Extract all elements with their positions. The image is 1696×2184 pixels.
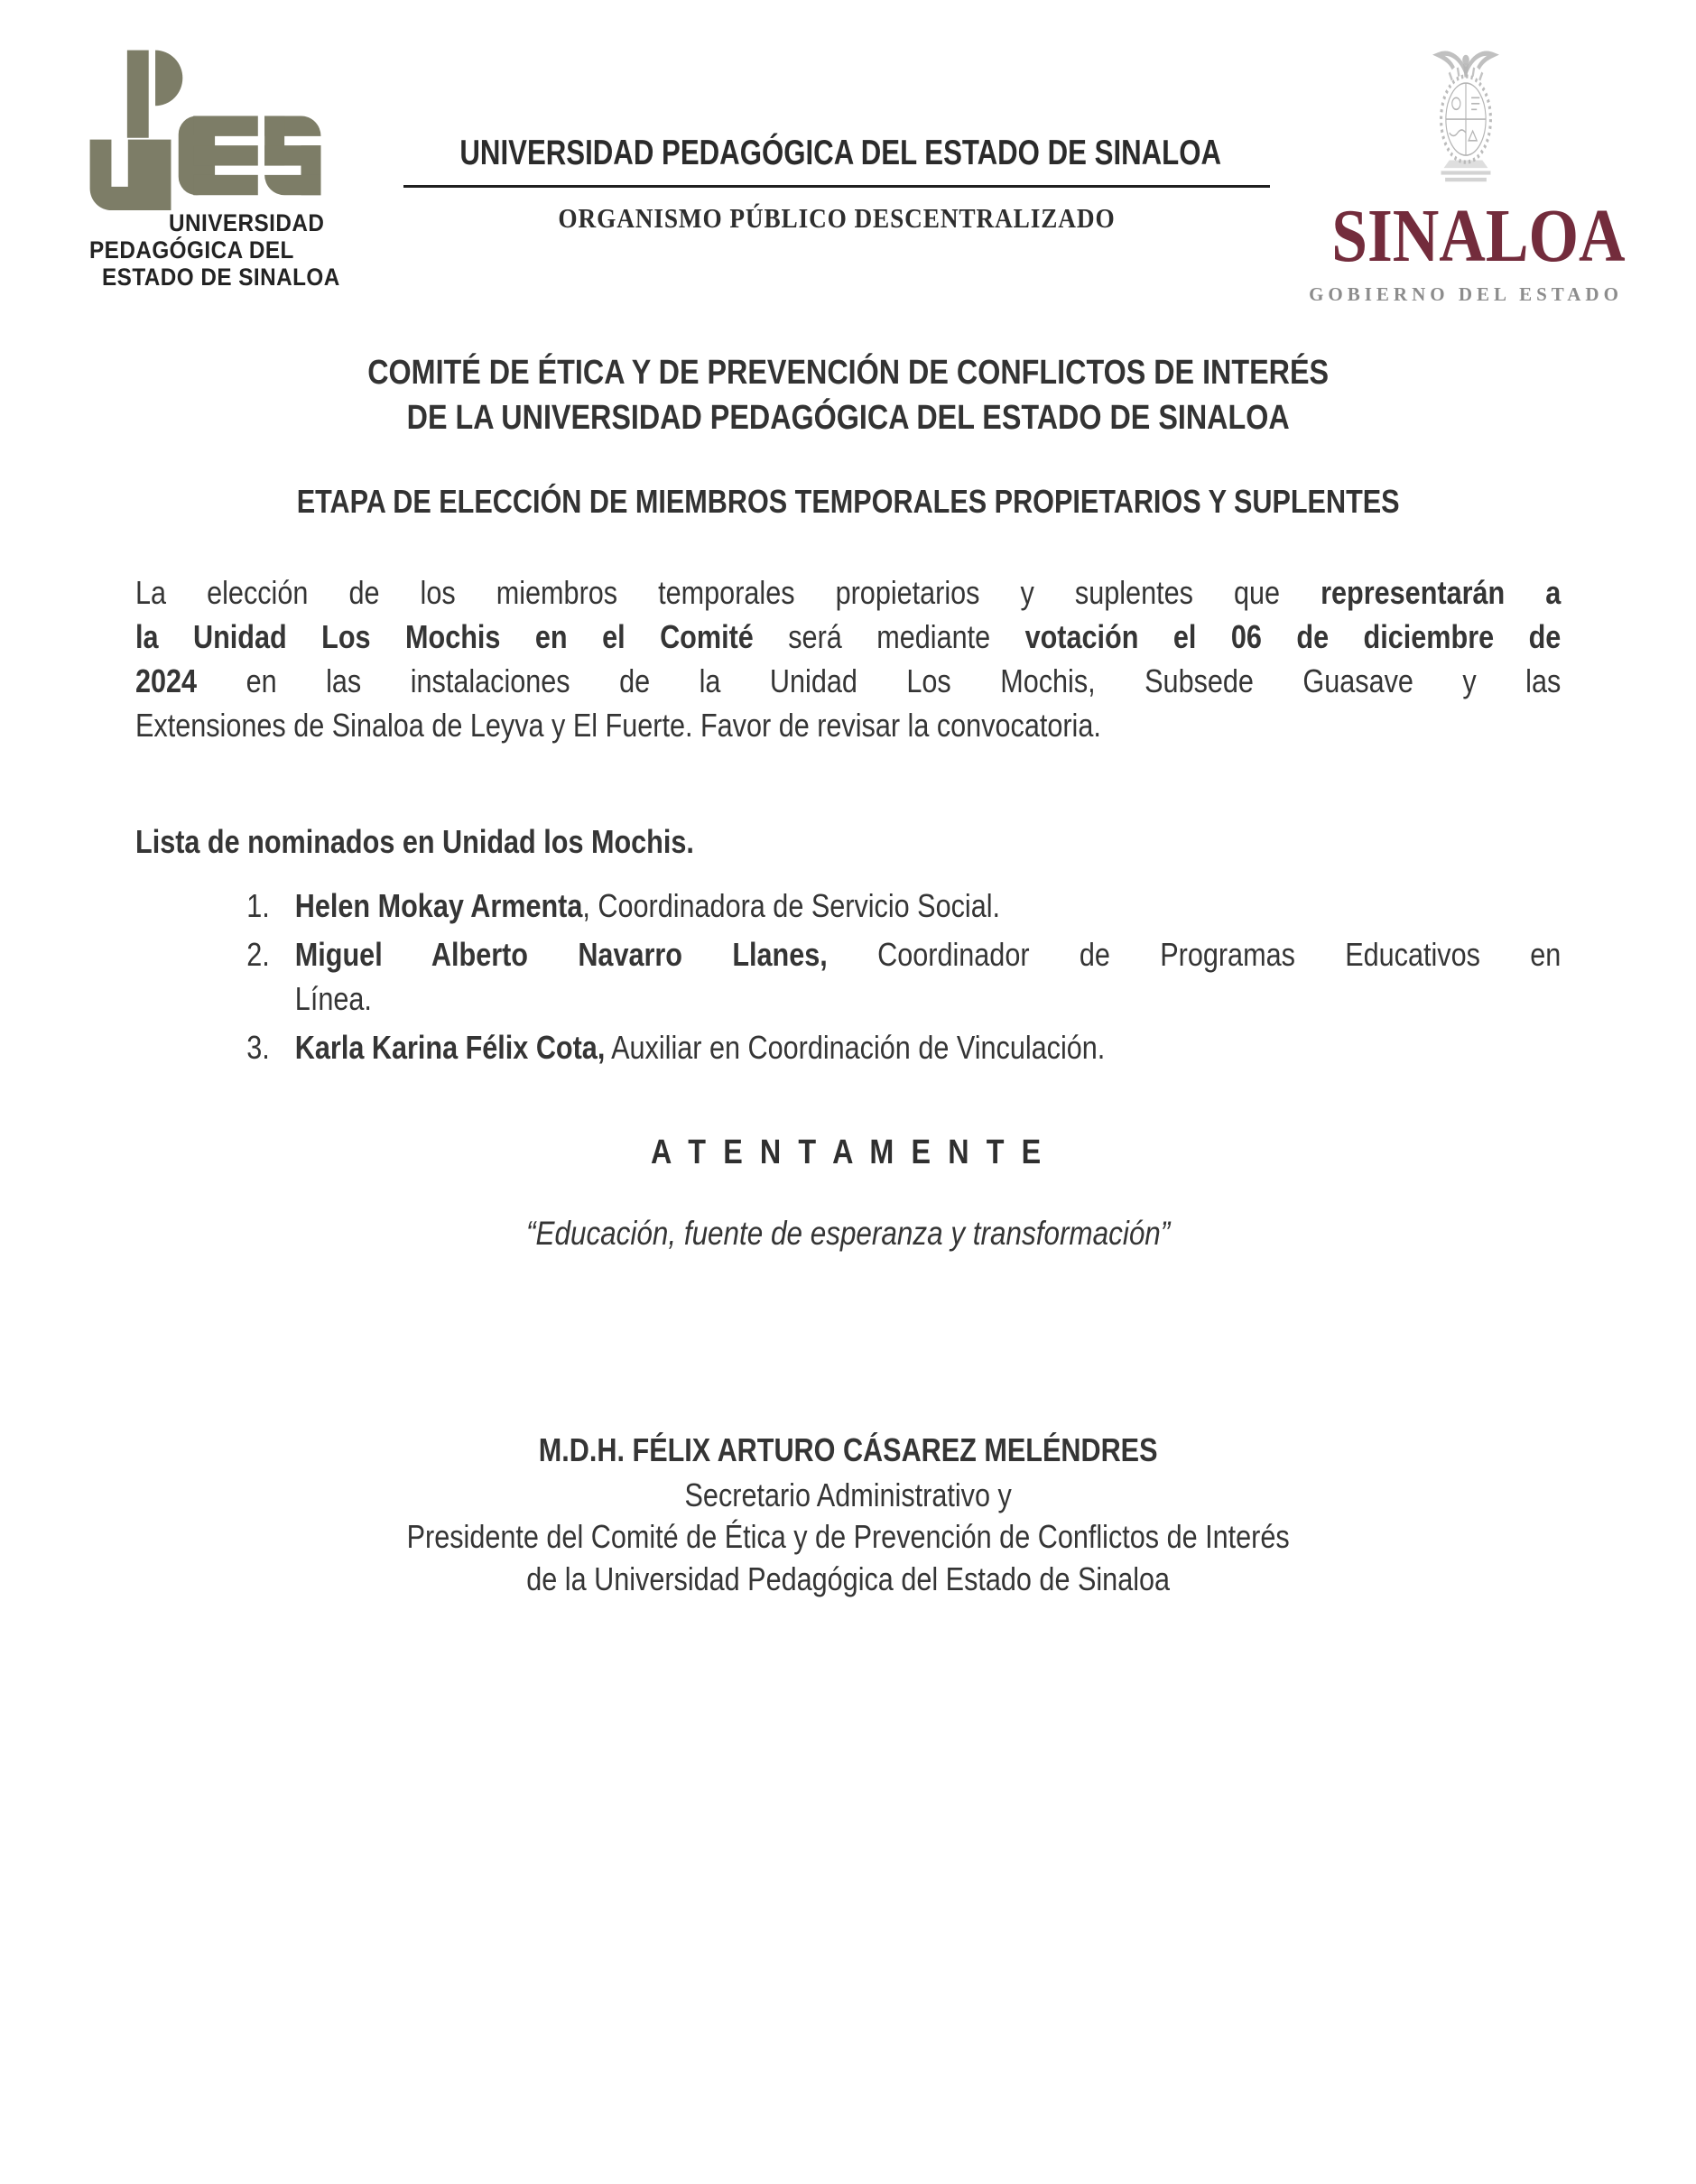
text-segment: Extensiones de Sinaloa de Leyva y El Fuerte. Favor de revisar la convocatoria. [135, 707, 1101, 745]
bold-text-segment: representarán a [1321, 574, 1562, 612]
text-segment: será mediante [753, 618, 1025, 656]
signatory-role-line: Presidente del Comité de Ética y de Prevención de Conflictos de Interés [406, 1518, 1290, 1556]
text-segment: La elección de los miembros temporales propietarios y suplentes que [135, 574, 1321, 612]
bold-text-segment: 2024 [135, 662, 198, 700]
ues-logo [86, 45, 366, 309]
header-divider [403, 185, 1270, 188]
paragraph-line [135, 571, 1561, 615]
doc-title [135, 350, 1561, 440]
signature-block [135, 1430, 1561, 1601]
nominee-number: 3. [246, 1028, 270, 1066]
nominees-list [135, 884, 1561, 1070]
nominee-line [295, 1026, 1562, 1070]
nominee-text [295, 933, 1562, 1022]
nominee-number: 1. [246, 887, 270, 925]
text-segment: Auxiliar en Coordinación de Vinculación. [605, 1028, 1106, 1066]
university-name: UNIVERSIDAD PEDAGÓGICA DEL ESTADO DE SINALOA [459, 134, 1222, 172]
nominee-line [295, 884, 1562, 929]
closing-salutation: A T E N T A M E N T E [651, 1133, 1046, 1171]
nominee-item [135, 1026, 1561, 1070]
intro-paragraph [135, 571, 1561, 748]
motto: “Educación, fuente de esperanza y transformación” [526, 1214, 1171, 1252]
signatory-role-line: Secretario Administrativo y [684, 1476, 1012, 1513]
paragraph-line [135, 615, 1561, 660]
sinaloa-crest-icon [1411, 45, 1521, 191]
text-segment: en las instalaciones de la Unidad Los Mochis, Subsede Guasave y las [197, 662, 1562, 700]
ues-wordmark-line: UNIVERSIDAD [169, 209, 325, 236]
letterhead [0, 0, 1696, 309]
org-subtitle: ORGANISMO PÚBLICO DESCENTRALIZADO [558, 202, 1116, 234]
paragraph-line [135, 704, 1561, 748]
paragraph-line [135, 660, 1561, 704]
sinaloa-tagline: GOBIERNO DEL ESTADO [1309, 283, 1623, 305]
nominee-text [295, 1026, 1562, 1070]
sinaloa-logo [1308, 45, 1624, 309]
bold-text-segment: Karla Karina Félix Cota, [294, 1028, 606, 1066]
ues-wordmark-line: ESTADO DE SINALOA [102, 264, 340, 291]
letterhead-center [366, 45, 1308, 309]
text-segment: Coordinador de Programas Educativos en [827, 935, 1562, 973]
signatory-role-line: de la Universidad Pedagógica del Estado de Sinaloa [526, 1560, 1171, 1598]
bold-text-segment: Helen Mokay Armenta [294, 887, 583, 925]
text-segment: Línea. [294, 979, 372, 1017]
bold-text-segment: votación el 06 de diciembre de [1024, 618, 1562, 656]
bold-text-segment: la Unidad Los Mochis en el Comité [135, 618, 754, 656]
nominee-line [295, 933, 1562, 977]
ues-monogram-icon [86, 45, 326, 224]
doc-title-line: COMITÉ DE ÉTICA Y DE PREVENCIÓN DE CONFLICTOS DE INTERÉS [367, 354, 1330, 392]
list-heading: Lista de nominados en Unidad los Mochis. [135, 823, 694, 861]
doc-title-line: DE LA UNIVERSIDAD PEDAGÓGICA DEL ESTADO DE SINALOA [406, 399, 1290, 438]
nominee-number: 2. [246, 935, 270, 973]
sinaloa-wordmark: SINALOA [1331, 194, 1626, 278]
nominee-item [135, 884, 1561, 929]
signatory-name: M.D.H. FÉLIX ARTURO CÁSAREZ MELÉNDRES [538, 1430, 1158, 1468]
bold-text-segment: Miguel Alberto Navarro Llanes, [294, 935, 828, 973]
stage-heading: ETAPA DE ELECCIÓN DE MIEMBROS TEMPORALES PROPIETARIOS Y SUPLENTES [296, 483, 1400, 521]
text-segment: , Coordinadora de Servicio Social. [582, 887, 1001, 925]
nominee-line [295, 977, 1562, 1022]
document-body [0, 350, 1696, 1601]
nominee-text [295, 884, 1562, 929]
nominee-item [135, 933, 1561, 1022]
ues-wordmark-line: PEDAGÓGICA DEL [89, 236, 294, 264]
